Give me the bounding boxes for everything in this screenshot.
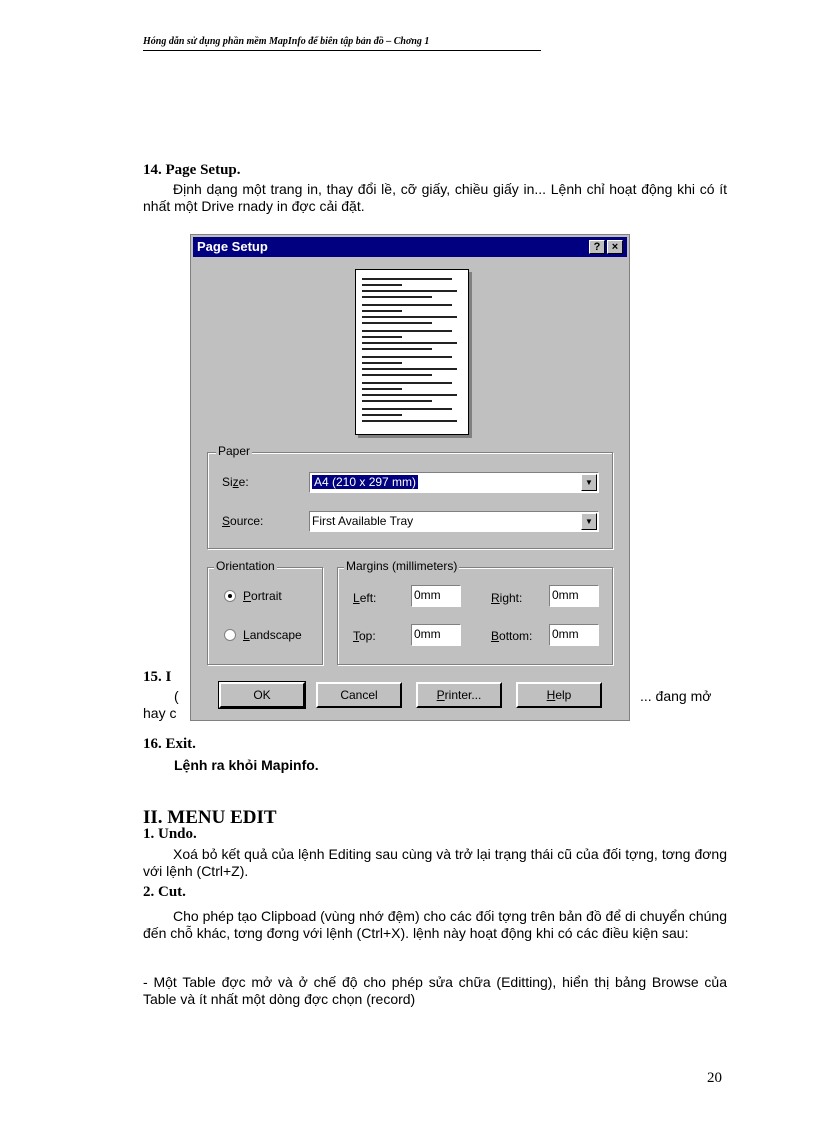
undo-title: 1. Undo. [143, 826, 197, 842]
size-select[interactable] [309, 472, 599, 493]
dialog-title: Page Setup [197, 239, 268, 254]
printer-button[interactable]: Printer... [416, 682, 502, 708]
section-15-line1-end: ... đang mở [640, 688, 712, 704]
cancel-button[interactable]: Cancel [316, 682, 402, 708]
page-header: Hóng dẫn sử dụng phần mềm MapInfo để biên tập bản đồ – Chơng 1 [143, 36, 541, 51]
portrait-label[interactable]: Portrait [243, 589, 282, 603]
size-value: A4 (210 x 297 mm) [314, 475, 417, 489]
landscape-radio[interactable] [224, 629, 236, 641]
margins-group [337, 559, 613, 665]
margins-group-label: Margins (millimeters) [346, 559, 458, 573]
help-title-button[interactable]: ? [589, 240, 605, 254]
source-select[interactable] [309, 511, 599, 532]
paper-group-label: Paper [218, 444, 251, 458]
page-number: 20 [707, 1070, 722, 1086]
section-16-title: 16. Exit. [143, 736, 196, 752]
chevron-down-icon[interactable]: ▼ [581, 474, 597, 491]
bottom-label: Bottom: [491, 629, 533, 643]
section-15-title: 15. I [143, 669, 172, 685]
section-15-line2-start: hay c [143, 705, 177, 721]
top-label: Top: [353, 629, 376, 643]
chevron-down-icon[interactable]: ▼ [581, 513, 597, 530]
top-margin-input[interactable]: 0mm [411, 624, 461, 646]
right-margin-input[interactable]: 0mm [549, 585, 599, 607]
source-label: Source: [222, 514, 264, 528]
close-title-button[interactable]: × [607, 240, 623, 254]
orientation-group [207, 559, 323, 665]
page-setup-dialog [190, 234, 630, 721]
paper-group [207, 444, 613, 549]
left-margin-input[interactable]: 0mm [411, 585, 461, 607]
right-label: Right: [491, 591, 523, 605]
section-16-text: Lệnh ra khỏi Mapinfo. [174, 757, 319, 773]
dialog-titlebar [193, 237, 627, 257]
undo-text: Xoá bỏ kết quả của lệnh Editing sau cùng và trở lại trạng thái cũ của đối tợng, tơng đơng với lệnh (Ctrl+Z). [143, 846, 727, 879]
cut-text: Cho phép tạo Clipboad (vùng nhớ đệm) cho các đối tợng trên bản đồ để di chuyển chúng đến chỗ khác, tơng đơng với lệnh (Ctrl+X). lệnh này hoạt động khi có các điều kiện sau: [143, 908, 727, 941]
bottom-margin-input[interactable]: 0mm [549, 624, 599, 646]
cut-title: 2. Cut. [143, 884, 186, 900]
landscape-label[interactable]: Landscape [243, 628, 302, 642]
ok-button[interactable]: OK [219, 682, 305, 708]
page-preview [355, 269, 469, 435]
section-14-title: 14. Page Setup. [143, 162, 241, 178]
cut-bullet: - Một Table đợc mở và ở chế độ cho phép sửa chữa (Editting), hiển thị bảng Browse của Table và ít nhất một dòng đợc chọn (record) [143, 974, 727, 1007]
radio-selected-dot [228, 594, 232, 598]
section-15-line1-start: ( [174, 688, 179, 704]
menu-edit-heading: II. MENU EDIT [143, 807, 277, 828]
orientation-group-label: Orientation [216, 559, 275, 573]
section-14-text: Định dạng một trang in, thay đổi lề, cỡ giấy, chiều giấy in... Lệnh chỉ hoạt động khi có ít nhất một Drive rnady in đợc cải đặt. [143, 181, 727, 214]
portrait-radio[interactable] [224, 590, 236, 602]
source-value: First Available Tray [312, 514, 414, 528]
left-label: Left: [353, 591, 377, 605]
help-button[interactable]: Help [516, 682, 602, 708]
size-label: Size: [222, 475, 249, 489]
